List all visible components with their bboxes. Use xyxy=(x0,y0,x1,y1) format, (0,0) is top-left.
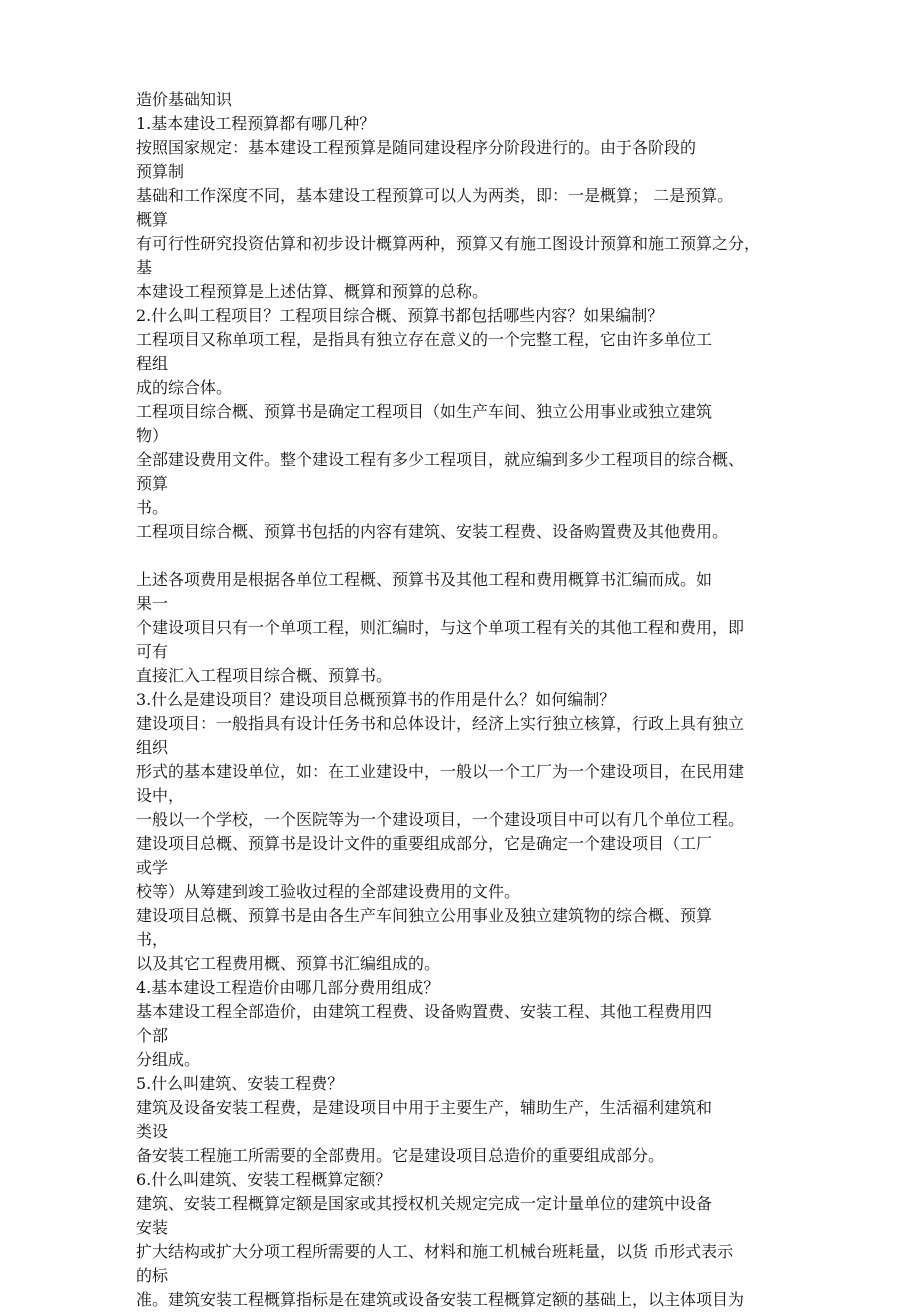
text-line: 程组 xyxy=(136,354,169,373)
text-line: 一般以一个学校，一个医院等为一个建设项目，一个建设项目中可以有几个单位工程。 xyxy=(136,810,745,829)
text-line: 设中， xyxy=(136,786,185,805)
question-heading-4: 4.基本建设工程造价由哪几部分费用组成？ xyxy=(136,978,440,997)
text-line: 概算 xyxy=(136,210,169,229)
text-line: 个建设项目只有一个单项工程，则汇编时，与这个单项工程有关的其他工程和费用，即 xyxy=(136,618,745,637)
text-line: 预算 xyxy=(136,474,169,493)
text-line: 果一 xyxy=(136,594,169,613)
text-line: 书。 xyxy=(136,498,169,517)
question-heading-6: 6.什么叫建筑、安装工程概算定额？ xyxy=(136,1170,392,1189)
text-line: 全部建设费用文件。整个建设工程有多少工程项目，就应编到多少工程项目的综合概、 xyxy=(136,450,745,469)
text-line: 建筑、安装工程概算定额是国家或其授权机关规定完成一定计量单位的建筑中设备 xyxy=(136,1194,713,1213)
text-line: 上述各项费用是根据各单位工程概、预算书及其他工程和费用概算书汇编而成。如 xyxy=(136,570,713,589)
text-line: 按照国家规定：基本建设工程预算是随同建设程序分阶段进行的。由于各阶段的 xyxy=(136,138,697,157)
text-line: 校等）从筹建到竣工验收过程的全部建设费用的文件。 xyxy=(136,882,521,901)
text-line: 基 xyxy=(136,258,153,277)
text-line: 工程项目又称单项工程，是指具有独立存在意义的一个完整工程，它由许多单位工 xyxy=(136,330,713,349)
text-line: 扩大结构或扩大分项工程所需要的人工、材料和施工机械台班耗量，以货 币形式表示 xyxy=(136,1242,734,1261)
text-line: 组织 xyxy=(136,738,169,757)
text-line: 成的综合体。 xyxy=(136,378,233,397)
question-heading-1: 1.基本建设工程预算都有哪几种？ xyxy=(136,114,376,133)
text-line: 备安装工程施工所需要的全部费用。它是建设项目总造价的重要组成部分。 xyxy=(136,1146,665,1165)
text-line: 物） xyxy=(136,426,169,445)
text-line: 分组成。 xyxy=(136,1050,201,1069)
text-line: 预算制 xyxy=(136,162,185,181)
question-heading-5: 5.什么叫建筑、安装工程费？ xyxy=(136,1074,344,1093)
text-line: 个部 xyxy=(136,1026,169,1045)
text-line: 建设项目总概、预算书是由各生产车间独立公用事业及独立建筑物的综合概、预算 xyxy=(136,906,713,925)
text-line: 工程项目综合概、预算书是确定工程项目（如生产车间、独立公用事业或独立建筑 xyxy=(136,402,713,421)
text-line: 以及其它工程费用概、预算书汇编组成的。 xyxy=(136,954,441,973)
question-heading-2: 2.什么叫工程项目？工程项目综合概、预算书都包括哪些内容？如果编制？ xyxy=(136,306,664,325)
text-line: 基本建设工程全部造价，由建筑工程费、设备购置费、安装工程、其他工程费用四 xyxy=(136,1002,713,1021)
text-line: 形式的基本建设单位，如：在工业建设中，一般以一个工厂为一个建设项目，在民用建 xyxy=(136,762,745,781)
text-line: 建设项目总概、预算书是设计文件的重要组成部分，它是确定一个建设项目（工厂 xyxy=(136,834,713,853)
text-line: 工程项目综合概、预算书包括的内容有建筑、安装工程费、设备购置费及其他费用。 xyxy=(136,522,729,541)
text-line: 准。建筑安装工程概算指标是在建筑或设备安装工程概算定额的基础上，以主体项目为 xyxy=(136,1290,745,1309)
text-line: 建筑及设备安装工程费，是建设项目中用于主要生产，辅助生产，生活福利建筑和 xyxy=(136,1098,713,1117)
text-line: 有可行性研究投资估算和初步设计概算两种，预算又有施工图设计预算和施工预算之分， xyxy=(136,234,761,253)
text-line: 基础和工作深度不同，基本建设工程预算可以人为两类，即：一是概算； 二是预算。 xyxy=(136,186,734,205)
question-heading-3: 3.什么是建设项目？建设项目总概预算书的作用是什么？如何编制？ xyxy=(136,690,616,709)
text-line: 可有 xyxy=(136,642,169,661)
document-title: 造价基础知识 xyxy=(136,90,233,109)
text-line: 的标 xyxy=(136,1266,169,1285)
text-line: 安装 xyxy=(136,1218,169,1237)
text-line: 或学 xyxy=(136,858,169,877)
text-line: 类设 xyxy=(136,1122,169,1141)
text-line: 建设项目：一般指具有设计任务书和总体设计，经济上实行独立核算，行政上具有独立 xyxy=(136,714,745,733)
text-line: 书， xyxy=(136,930,169,949)
text-line: 本建设工程预算是上述估算、概算和预算的总称。 xyxy=(136,282,489,301)
text-line: 直接汇入工程项目综合概、预算书。 xyxy=(136,666,393,685)
